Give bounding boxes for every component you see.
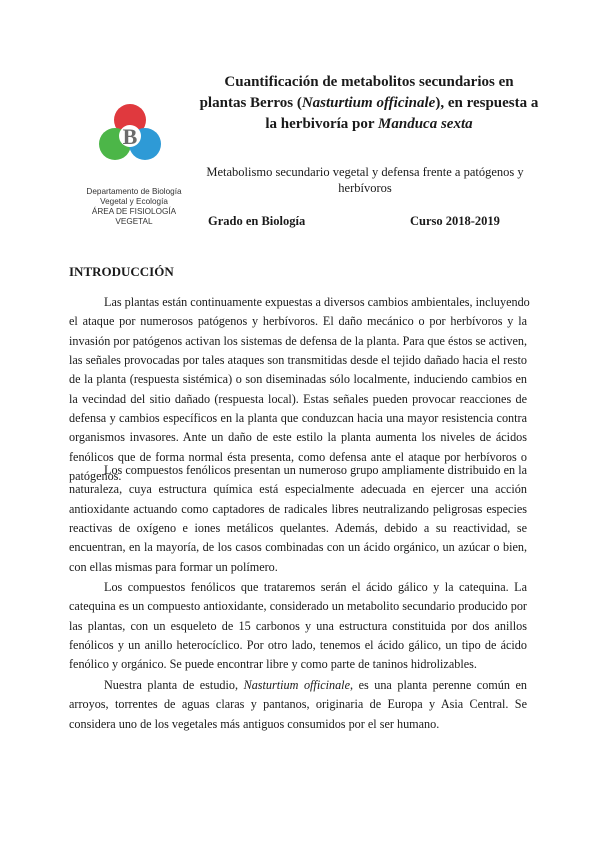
species-name: Nasturtium officinale	[301, 95, 436, 111]
text-line: catequina es un compuesto antioxidante, considerado un metabolito secundario producido por	[69, 599, 527, 614]
paragraph-4	[69, 676, 527, 734]
title-text: ), en respuesta a	[435, 95, 539, 111]
paragraph-3	[69, 578, 527, 675]
paragraph-1	[69, 293, 530, 486]
department-name	[84, 187, 184, 227]
text-line: patógenos.	[69, 469, 122, 484]
department-logo	[98, 100, 162, 164]
text-line: organismos invasores. Ante un daño de este estilo la planta aumenta los niveles de ácidos	[69, 430, 527, 445]
section-heading: INTRODUCCIÓN	[69, 264, 174, 279]
logo-graphic	[98, 100, 162, 164]
logo-letter: B	[122, 124, 138, 149]
text-line: la vecindad del sitio dañado (respuesta local). Estas señales pueden provocar reacciones de	[69, 391, 527, 406]
text-line: fenólicos y un anillo heterocíclico. Por otro lado, tenemos el ácido gálico, un tipo de ácido	[69, 638, 527, 653]
title-line-3	[196, 114, 542, 135]
text-line: Las plantas están continuamente expuestas a diversos cambios ambientales, incluyendo	[104, 295, 530, 309]
text-line: antioxidante actuando como captadores de radicales libres neutralizando peligrosas especies	[69, 501, 527, 516]
title-text: plantas Berros (	[199, 95, 302, 111]
text-line: con ellas mismas para formar un polímero.	[69, 559, 278, 574]
text-line: encuentran, en la mayoría, de los casos combinadas con un ácido orgánico, un azúcar o bien,	[69, 540, 527, 555]
text-line: Los compuestos fenólicos que trataremos serán el ácido gálico y la catequina. La	[104, 580, 527, 594]
document-subtitle: Metabolismo secundario vegetal y defensa frente a patógenos y herbívoros	[206, 165, 524, 195]
text-line: de la planta (respuesta sistémica) o son diseminadas sólo localmente, induciendo cambios en	[69, 372, 527, 387]
text-line: las plantas, con un esqueleto de 15 carbonos y una estructura constituida por dos anillos	[69, 618, 527, 633]
text-line: fenólico y orgánico. Se puede encontrar libre y como parte de taninos hidrolizables.	[69, 657, 477, 672]
department-line: VEGETAL	[115, 217, 153, 226]
text-line: arroyos, torrentes de aguas claras y pantanos, originaria de Europa y Asia Central. Se	[69, 697, 527, 712]
text-line: reactivas de oxígeno e iones metálicos quelantes. Además, debido a su reactividad, se	[69, 521, 527, 536]
text-line: naturaleza, cuya estructura química está especialmente adecuada en ejercer una acción	[69, 482, 527, 497]
text-segment: Nuestra planta de estudio,	[104, 678, 244, 692]
title-line-2	[196, 93, 542, 114]
paragraph-2	[69, 461, 527, 577]
degree-label: Grado en Biología	[208, 214, 306, 228]
department-line: Departamento de Biología	[86, 187, 182, 196]
title-line-1: Cuantificación de metabolitos secundarios en	[224, 74, 514, 90]
department-line: ÁREA DE FISIOLOGÍA	[91, 207, 177, 216]
title-text: la herbivoría por	[265, 116, 379, 132]
species-name: Nasturtium officinale	[243, 678, 350, 692]
course-label: Curso 2018-2019	[410, 214, 500, 228]
document-title	[196, 72, 542, 135]
text-line: las señales provocadas por tales ataques son transmitidas desde el tejido dañado hacia el resto	[69, 353, 527, 368]
text-line: considera uno de los vegetales más antiguos consumidos por el ser humano.	[69, 716, 440, 731]
text-line: fenólicos que de forma normal ésta presenta, como defensa ante el ataque por herbívoros o	[69, 449, 527, 464]
text-segment: , es una planta perenne común en	[349, 678, 527, 692]
species-name: Manduca sexta	[378, 116, 473, 132]
department-line: Vegetal y Ecología	[100, 197, 168, 206]
text-line: Los compuestos fenólicos presentan un numeroso grupo ampliamente distribuido en la	[104, 463, 527, 477]
text-line: invasión por patógenos activan los sistemas de defensa de la planta. Para que éstos se activen,	[69, 333, 527, 348]
text-line: el ataque por numerosos patógenos y herbívoros. El daño mecánico o por herbívoros y la	[69, 314, 527, 329]
text-line	[69, 676, 527, 695]
text-line: defensa y cambios específicos en la planta que conduzcan hacia una mayor resistencia contra	[69, 411, 527, 426]
